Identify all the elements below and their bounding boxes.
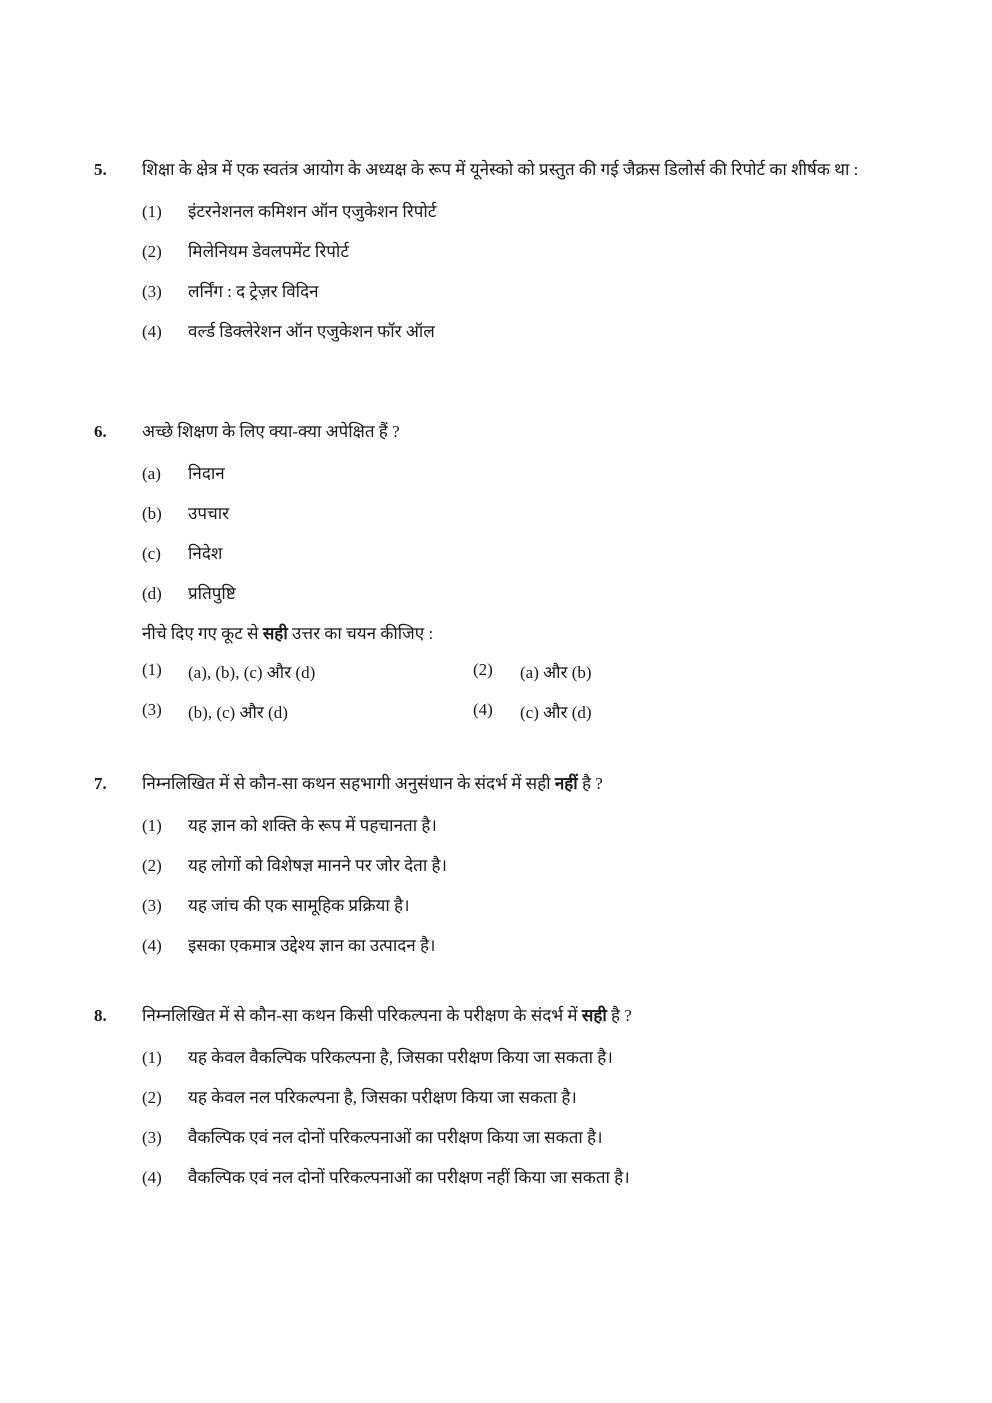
option-label: (4) [142, 322, 162, 341]
question-text-part: निम्नलिखित में से कौन-सा कथन किसी परिकल्पना के परीक्षण के संदर्भ में [142, 1006, 582, 1025]
question-emphasis: सही [581, 1006, 607, 1025]
question-8 [94, 1002, 914, 1198]
option-text: यह केवल नल परिकल्पना है, जिसका परीक्षण किया जा सकता है। [188, 1088, 577, 1107]
option-2[interactable] [142, 846, 914, 886]
option-label: (1) [142, 660, 162, 679]
option-text: यह लोगों को विशेषज्ञ मानने पर जोर देता है। [188, 856, 447, 875]
option-label: (3) [142, 282, 162, 301]
instruction-emphasis: सही [262, 624, 288, 643]
item-c [142, 534, 914, 574]
option-2[interactable] [142, 1078, 914, 1118]
option-2[interactable] [142, 232, 914, 272]
option-text: यह ज्ञान को शक्ति के रूप में पहचानता है। [188, 816, 437, 835]
instruction-text: नीचे दिए गए कूट से [142, 624, 263, 643]
question-6 [94, 418, 914, 734]
option-label: (3) [142, 896, 162, 915]
instruction-text: उत्तर का चयन कीजिए : [287, 624, 434, 643]
question-number: 8. [94, 1006, 107, 1025]
item-label: (c) [142, 544, 161, 563]
option-3[interactable] [142, 886, 914, 926]
option-text: वैकल्पिक एवं नल दोनों परिकल्पनाओं का परीक्षण किया जा सकता है। [188, 1128, 603, 1147]
option-text: वर्ल्ड डिक्लेरेशन ऑन एजुकेशन फॉर ऑल [188, 322, 435, 341]
option-text: यह जांच की एक सामूहिक प्रक्रिया है। [188, 896, 410, 915]
instruction [142, 614, 914, 654]
question-7 [94, 770, 914, 966]
option-1[interactable] [142, 192, 914, 232]
option-label: (4) [473, 700, 493, 719]
question-text-part: निम्नलिखित में से कौन-सा कथन सहभागी अनुसंधान के संदर्भ में सही [142, 774, 555, 793]
item-label: (b) [142, 504, 162, 523]
option-3[interactable] [142, 1118, 914, 1158]
option-text: इसका एकमात्र उद्देश्य ज्ञान का उत्पादन है। [188, 936, 436, 955]
item-text: निदेश [188, 544, 223, 563]
question-number: 7. [94, 774, 107, 793]
option-text: लर्निंग : द ट्रेज़र विदिन [188, 282, 319, 301]
question-text-part: है ? [577, 774, 603, 793]
item-text: प्रतिपुष्टि [188, 584, 236, 603]
option-1[interactable]: (a), (b), (c) और (d) [188, 663, 316, 682]
question-emphasis: नहीं [554, 774, 578, 793]
option-label: (2) [473, 660, 493, 679]
option-2[interactable]: (a) और (b) [520, 663, 592, 682]
option-label: (2) [142, 242, 162, 261]
item-label: (d) [142, 584, 162, 603]
option-text: वैकल्पिक एवं नल दोनों परिकल्पनाओं का परीक्षण नहीं किया जा सकता है। [188, 1168, 630, 1187]
option-text: यह केवल वैकल्पिक परिकल्पना है, जिसका परीक्षण किया जा सकता है। [188, 1048, 613, 1067]
option-text: इंटरनेशनल कमिशन ऑन एजुकेशन रिपोर्ट [188, 202, 437, 221]
option-label: (3) [142, 700, 162, 719]
option-label: (3) [142, 1128, 162, 1147]
option-label: (1) [142, 816, 162, 835]
option-4[interactable] [142, 1158, 914, 1198]
option-text: मिलेनियम डेवलपमेंट रिपोर्ट [188, 242, 349, 261]
option-label: (2) [142, 856, 162, 875]
question-number: 6. [94, 422, 107, 441]
option-label: (1) [142, 1048, 162, 1067]
item-a [142, 454, 914, 494]
option-3[interactable]: (b), (c) और (d) [188, 703, 288, 722]
question-text: अच्छे शिक्षण के लिए क्या-क्या अपेक्षित हैं ? [142, 422, 400, 441]
option-1[interactable] [142, 1038, 914, 1078]
option-4[interactable] [142, 312, 914, 352]
code-row-2 [142, 694, 914, 734]
item-text: निदान [188, 464, 225, 483]
option-label: (4) [142, 936, 162, 955]
question-text [142, 770, 914, 798]
question-text [142, 1002, 914, 1030]
option-3[interactable] [142, 272, 914, 312]
question-text: शिक्षा के क्षेत्र में एक स्वतंत्र आयोग के अध्यक्ष के रूप में यूनेस्को को प्रस्तुत की गई जैक्रस डिलोर्स की रिपोर्ट का शीर्षक था : [142, 160, 859, 179]
question-text-part: है ? [606, 1006, 632, 1025]
code-row-1 [142, 654, 914, 694]
item-b [142, 494, 914, 534]
option-4[interactable] [142, 926, 914, 966]
option-label: (2) [142, 1088, 162, 1107]
option-1[interactable] [142, 806, 914, 846]
option-label: (4) [142, 1168, 162, 1187]
question-number: 5. [94, 160, 107, 179]
option-4[interactable]: (c) और (d) [520, 703, 592, 722]
item-text: उपचार [188, 504, 230, 523]
item-label: (a) [142, 464, 161, 483]
question-5 [94, 156, 914, 352]
item-d [142, 574, 914, 614]
option-label: (1) [142, 202, 162, 221]
